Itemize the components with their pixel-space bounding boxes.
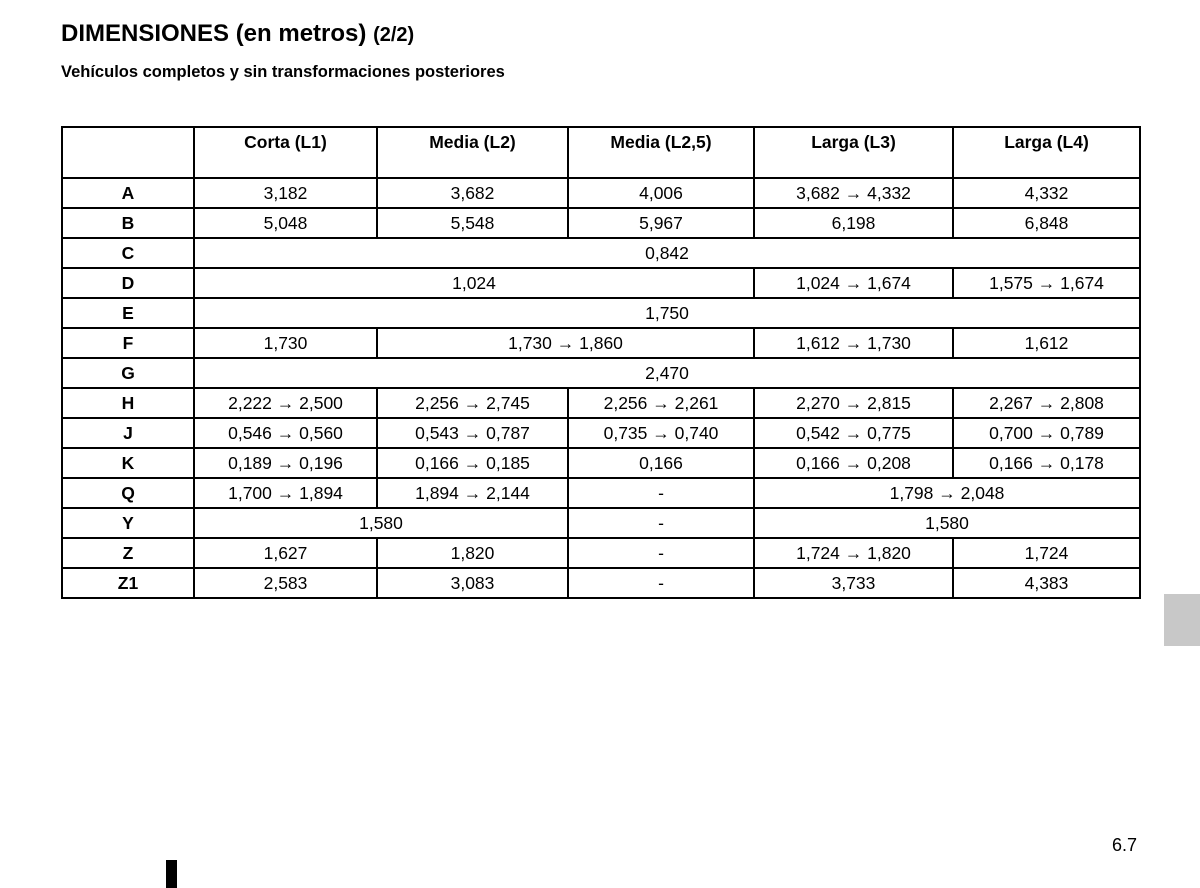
column-header-l25: Media (L2,5) [568,127,754,178]
table-cell: 1,724 → 1,820 [754,538,953,568]
table-cell: 0,542 → 0,775 [754,418,953,448]
table-row-q [62,478,1140,508]
table-cell: 4,383 [953,568,1140,598]
page-number: 6.7 [1112,835,1138,855]
table-row-k [62,448,1140,478]
table-cell: 4,332 [953,178,1140,208]
row-label: Z [62,538,194,568]
table-cell: 6,848 [953,208,1140,238]
table-cell: 1,750 [194,298,1140,328]
table-cell: 0,700 → 0,789 [953,418,1140,448]
table-row-z [62,538,1140,568]
table-row-c [62,238,1140,268]
table-cell: 3,182 [194,178,377,208]
table-row-h [62,388,1140,418]
table-cell: 4,006 [568,178,754,208]
table-cell: 2,222 → 2,500 [194,388,377,418]
row-label: H [62,388,194,418]
table-cell: 0,166 → 0,185 [377,448,568,478]
table-cell: 5,967 [568,208,754,238]
table-cell: 1,798 → 2,048 [754,478,1140,508]
table-cell: - [568,478,754,508]
table-row-d [62,268,1140,298]
table-cell: 0,842 [194,238,1140,268]
row-label: Y [62,508,194,538]
print-crop-mark [166,860,177,888]
row-label: F [62,328,194,358]
table-cell: 0,166 → 0,178 [953,448,1140,478]
table-cell: 2,256 → 2,745 [377,388,568,418]
table-cell: 5,048 [194,208,377,238]
table-cell: 3,682 [377,178,568,208]
column-header-l1: Corta (L1) [194,127,377,178]
table-header-row [62,127,1140,178]
page-title [61,20,414,48]
row-label: D [62,268,194,298]
table-cell: - [568,508,754,538]
table-cell: 1,612 [953,328,1140,358]
table-cell: 1,575 → 1,674 [953,268,1140,298]
table-cell: 1,894 → 2,144 [377,478,568,508]
table-row-z1 [62,568,1140,598]
column-header-l4: Larga (L4) [953,127,1140,178]
table-cell: 1,820 [377,538,568,568]
table-row-e [62,298,1140,328]
table-cell: 6,198 [754,208,953,238]
table-cell: 5,548 [377,208,568,238]
table-row-y [62,508,1140,538]
table-cell: 1,627 [194,538,377,568]
row-label: Z1 [62,568,194,598]
table-cell: 1,724 [953,538,1140,568]
table-row-b [62,208,1140,238]
table-cell: 1,612 → 1,730 [754,328,953,358]
section-side-tab [1164,594,1200,646]
table-cell: 1,730 [194,328,377,358]
table-cell: 0,546 → 0,560 [194,418,377,448]
row-label: B [62,208,194,238]
table-cell: 0,735 → 0,740 [568,418,754,448]
row-label: K [62,448,194,478]
row-label: G [62,358,194,388]
column-header-l2: Media (L2) [377,127,568,178]
row-label: Q [62,478,194,508]
table-cell: 2,583 [194,568,377,598]
title-main: DIMENSIONES (en metros) [61,20,367,47]
page-subtitle: Vehículos completos y sin transformaciones posteriores [61,63,505,81]
table-cell: 3,733 [754,568,953,598]
table-cell: 1,024 [194,268,754,298]
table-row-f [62,328,1140,358]
table-cell: 3,682 → 4,332 [754,178,953,208]
table-cell: 2,267 → 2,808 [953,388,1140,418]
table-cell: 0,166 [568,448,754,478]
table-cell: - [568,568,754,598]
table-cell: 1,700 → 1,894 [194,478,377,508]
column-header-l3: Larga (L3) [754,127,953,178]
table-cell: 1,024 → 1,674 [754,268,953,298]
table-cell: 2,256 → 2,261 [568,388,754,418]
table-cell: 0,189 → 0,196 [194,448,377,478]
title-part: (2/2) [373,24,415,46]
table-row-j [62,418,1140,448]
table-cell: 2,270 → 2,815 [754,388,953,418]
table-cell: 1,580 [754,508,1140,538]
row-label: E [62,298,194,328]
table-cell: 0,166 → 0,208 [754,448,953,478]
table-cell: 1,730 → 1,860 [377,328,754,358]
table-cell: - [568,538,754,568]
row-label: A [62,178,194,208]
table-cell: 1,580 [194,508,568,538]
dimensions-table [61,126,1141,599]
table-cell: 2,470 [194,358,1140,388]
table-cell: 0,543 → 0,787 [377,418,568,448]
table-row-g [62,358,1140,388]
row-label: C [62,238,194,268]
table-row-a [62,178,1140,208]
column-header-empty [62,127,194,178]
row-label: J [62,418,194,448]
table-cell: 3,083 [377,568,568,598]
